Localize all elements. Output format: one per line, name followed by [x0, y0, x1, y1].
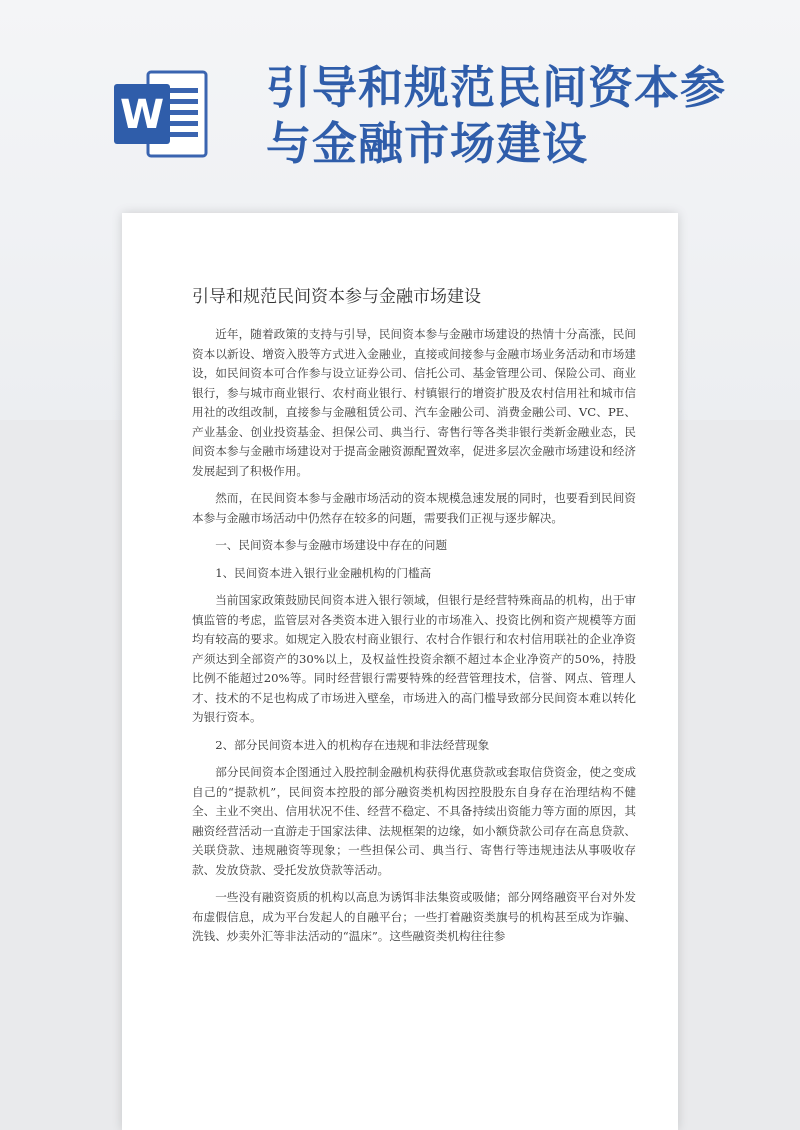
paragraph-illegal-fundraising: 一些没有融资资质的机构以高息为诱饵非法集资或吸储；部分网络融资平台对外发布虚假信息，成为平台发起人的自融平台；一些打着融资类旗号的机构甚至成为诈骗、洗钱、炒卖外汇等非法活动的“温床”。这些融资类机构往往参: [192, 890, 636, 943]
paragraph-violations: 部分民间资本企图通过入股控制金融机构获得优惠贷款或套取信贷资金，使之变成自己的“提款机”，民间资本控股的部分融资类机构因控股股东自身存在治理结构不健全、主业不突出、信用状况不佳、经营不稳定、不具备持续出资能力等方面的原因，其融资经营活动一直游走于国家法律、法规框架的边缘，如小额贷款公司存在高息贷款、关联贷款、违规融资等现象；一些担保公司、典当行、寄售行等违规违法从事吸收存款、发放贷款、受托发放贷款等活动。: [192, 765, 636, 877]
subheading-2: 2、部分民间资本进入的机构存在违规和非法经营现象: [215, 737, 490, 752]
word-document-icon: [112, 68, 210, 160]
subheading-1: 1、民间资本进入银行业金融机构的门槛高: [215, 565, 432, 580]
document-title: 引导和规范民间资本参与金融市场建设: [192, 287, 481, 307]
document-body: [192, 325, 636, 955]
header-title-line-1: 引导和规范民间资本参: [266, 61, 727, 114]
paragraph-bank-threshold: 当前国家政策鼓励民间资本进入银行领域，但银行是经营特殊商品的机构，出于审慎监管的考虑，监管层对各类资本进入银行业的市场准入、投资比例和资产规模等方面均有较高的要求。如规定入股农村商业银行、农村合作银行和农村信用联社的企业净资产须达到全部资产的30%以上，及权益性投资余额不超过本企业净资产的50%，持股比例不能超过20%等。同时经营银行需要特殊的经营管理技术，信誉、网点、管理人才、技术的不足也构成了市场进入壁垒，市场进入的高门槛导致部分民间资本难以转化为银行资本。: [192, 593, 636, 724]
section-heading-problems: 一、民间资本参与金融市场建设中存在的问题: [215, 538, 448, 552]
document-page: [122, 213, 678, 1130]
paragraph-intro: 近年，随着政策的支持与引导，民间资本参与金融市场建设的热情十分高涨，民间资本以新设、增资入股等方式进入金融业，直接或间接参与金融市场业务活动和市场建设，如民间资本可合作参与设立证券公司、信托公司、基金管理公司、保险公司、商业银行，参与城市商业银行、农村商业银行、村镇银行的增资扩股及农村信用社和城市信用社的改组改制，直接参与金融租赁公司、汽车金融公司、消费金融公司、VC、PE、产业基金、创业投资基金、担保公司、典当行、寄售行等各类非银行类新金融业态，民间资本参与金融市场建设对于提高金融资源配置效率，促进多层次金融市场建设和经济发展起到了积极作用。: [192, 327, 636, 478]
page-header-title: [266, 60, 786, 172]
header-title-line-2: 与金融市场建设: [266, 117, 589, 170]
paragraph-however: 然而，在民间资本参与金融市场活动的资本规模急速发展的同时，也要看到民间资本参与金融市场活动中仍然存在较多的问题，需要我们正视与逐步解决。: [192, 491, 636, 525]
word-icon-letter: W: [119, 92, 165, 138]
